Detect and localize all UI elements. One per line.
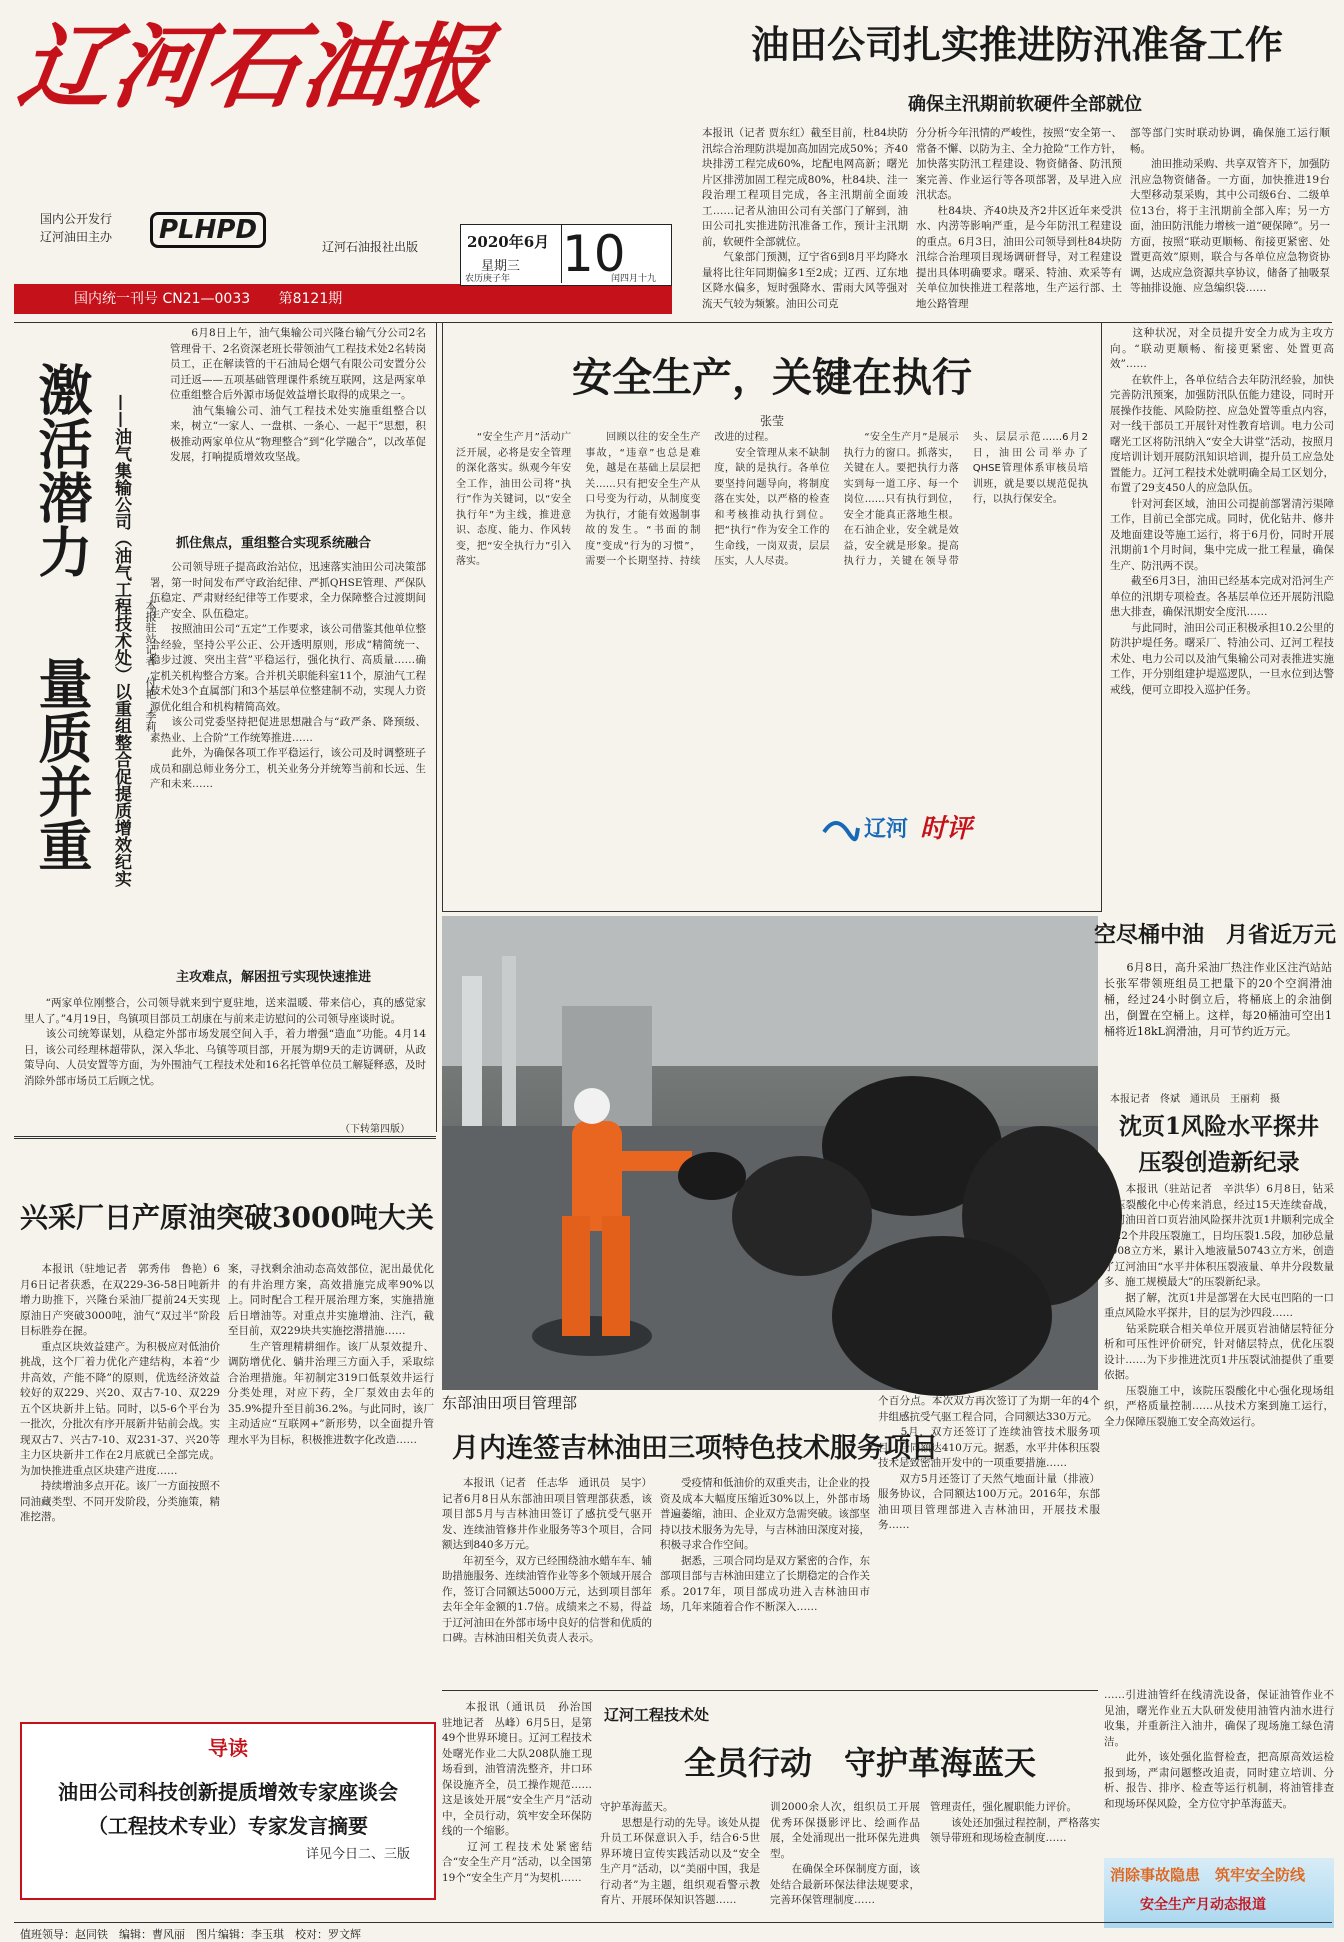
env-column-1: 本报讯（通讯员 孙治国 驻地记者 丛峰）6月5日，是第49个世界环境日。辽河工程技术处曙光作业二大队208队施工现场看到，油管清洗整齐，井口环保设施齐全，员工操作规范……这是该处开展“安全生产月”活动中，全员行动，筑牢安全环保防线的一个缩影。 辽河工程技术处紧密结合“安全生产月”活动，以全国第19个“安全生产月”为契机…… bbox=[442, 1701, 592, 1884]
side-feature-sub-2: 主攻难点，解困扭亏实现快速推进 bbox=[176, 970, 372, 985]
side-feature-deck: ——油气集输公司（油气工程技术处）以重组整合促提质增效纪实 bbox=[111, 394, 131, 887]
masthead bbox=[12, 12, 620, 202]
publisher-logo bbox=[150, 212, 266, 248]
commentary-headline: 安全生产，关键在执行 bbox=[572, 354, 972, 401]
banner-line-2: 安全生产月动态报道 bbox=[1140, 1897, 1266, 1913]
dongbu-column-3: 个百分点。本次双方再次签订了为期一年的4个井组感抗受气驱工程合同，合同额达330万元。 5月，双方还签订了连续油管技术服务项目，合同额达410万元。据悉，水平井体积压裂技术是致密油开发中的一项重要措施…… 双方5月还签订了天然气地面计量（排液）服务协议，合同额达100万元。2016年，东部油田项目管理部进入吉林油田，开展技术服务…… bbox=[878, 1395, 1100, 1531]
side-feature-body-2: “两家单位刚整合，公司领导就来到宁夏驻地，送来温暖、带来信心，真的感觉家里人了。”4月19日，鸟镇项目部员工胡康在与前来走访慰问的公司领导座谈时说。 该公司统筹谋划，从稳定外部市场发展空间入手，着力增强“造血”功能。4月14日，该公司经理林超带队，深入华北、乌镇等项目部，开展为期9天的走访调研，从政策导向、人员安置等方面，为外围油气工程技术处和16名托管单位员工解疑释惑，及时消除外部市场员工后顾之忧。 bbox=[24, 997, 426, 1087]
plhpd-logo: PLHPD bbox=[150, 212, 266, 248]
masthead-info bbox=[40, 210, 112, 246]
brand-text-2: 时评 bbox=[920, 814, 973, 844]
commentary-body: “安全生产月”活动广泛开展，必将是安全管理的深化落实。纵观今年安全工作，油田公司将“执行”作为关键词，以“安全执行年”为主线，推进意识、态度、能力、作风转变，把“安全执行力”引入落实。 回顾以往的安全生产事故，“违章”也总是难免，越是在基础上层层把关……只有把安全生产从口号变为行动，从制度变为执行，才能有效遏制事故的发生。“书面的制度”变成“行为的习惯”，需要一个长期坚持、持续改进的过程。 安全管理从来不缺制度，缺的是执行。各单位要坚持问题导向，将制度落在实处，以严格的检查和考核推动执行到位。把“执行”作为安全工作的生命线，一岗双责，层层压实，人人尽责。 “安全生产月”是展示执行力的窗口。抓落实，关键在人。要把执行力落实到每一道工序、每一个岗位……只有执行到位，安全才能真正落地生根。在石油企业，安全就是效益，安全就是形象。提高执行力，关键在领导带头、层层示范……6月2日，油田公司举办了QHSE管理体系审核员培训班，就是要以规范促执行，以执行保安全。 bbox=[456, 432, 1088, 567]
worker-oil-barrels-illustration bbox=[442, 916, 1098, 1390]
lead-column-2: 分分析今年汛情的严峻性，按照“安全第一、常备不懈、以防为主、全力抢险”工作方针，加快落实防汛工程建设、物资储备、防汛预案完善、作业运行等各项部署，及早进入应汛状态。 杜84块、齐40块及齐2井区近年来受洪水、内涝等影响严重，是今年防汛工程建设的重点。6月3日，油田公司领导到杜84块防汛综合治理项目现场调研督导，对工程建设提出具体明确要求。曙采、特油、欢采等有关单位加快推进工程落地，生产运行部、土地公路管理 bbox=[916, 127, 1122, 310]
dongbu-headline: 月内连签吉林油田三项特色技术服务项目 bbox=[452, 1433, 938, 1464]
commentary-author: 张莹 bbox=[760, 414, 785, 428]
side-feature-byline: 本报驻站记者 付艳 李莉 bbox=[144, 600, 157, 732]
side-feature-title-2: 量质并重 bbox=[30, 656, 94, 872]
guide-box bbox=[20, 1722, 436, 1900]
issued-label: 国内公开发行 bbox=[40, 212, 113, 226]
env-column-4: 管理责任，强化履职能力评价。 该处还加强过程控制，严格落实领导带班和现场检查制度…… bbox=[930, 1801, 1100, 1844]
lead-column-1: 本报讯（记者 贾东红）截至目前，杜84块防汛综合治理防洪堤加高加固完成50%；齐40块排涝工程完成60%，坨配电网高新；曙光片区排涝加固工程完成80%，杜84块、洼一段治理工程项目完成，各主汛期前全面竣工……记者从油田公司有关部门了解到，油田公司扎实推进防汛准备工作，预计主汛期前，软硬件全部就位。 气象部门预测，辽宁省6到8月平均降水量将比往年同期偏多1至2成；辽西、辽东地区降水偏多，短时强降水、雷雨大风等强对流天气较为频繁。油田公司克 bbox=[702, 127, 908, 310]
dongbu-column-2: 受疫情和低油价的双重夹击，让企业的投资及成本大幅度压缩近30%以上，外部市场普遍萎缩，油田、企业双方急需突破。该部坚持以技术服务为先导，与吉林油田深度对接，积极寻求合作空间。 据悉，三项合同均是双方紧密的合作，东部项目部与吉林油田建立了长期稳定的合作关系。2017年，项目部成功进入吉林油田市场，几年来随着合作不断深入…… bbox=[660, 1477, 870, 1613]
side-feature-body: 公司领导班子提高政治站位，迅速落实油田公司决策部署，第一时间发布严守政治纪律、严抓QHSE管理、严保队伍稳定、严肃财经纪律等工作要求，全力保障整合过渡期间生产安全、队伍稳定。 按照油田公司“五定”工作要求，该公司借鉴其他单位整合经验，坚持公平公正、公开透明原则，形成“精简统一、稳步过渡、突出主营”平稳运行，强化执行、高质量……确定机关机构整合方案。合并机关职能科室11个，原油气工程技术处3个直属部门和3个基层单位整建制不动，实现人力资源优化组合和机构精简高效。 该公司党委坚持把促进思想融合与“政严条、降预级、素热业、上合阶”工作统筹推进…… 此外，为确保各项工作平稳运行，该公司及时调整班子成员和副总师业务分工，机关业务分并统筹当前和长远、生产和未来…… bbox=[150, 561, 426, 790]
lead-subheadline: 确保主汛期前软硬件全部就位 bbox=[908, 94, 1142, 115]
commentary-brand bbox=[820, 806, 1020, 850]
footer-credits: 值班领导：赵同铁 编辑：曹风丽 图片编辑：李玉琪 校对：罗文辉 bbox=[20, 1928, 361, 1941]
footer-divider bbox=[14, 1922, 1332, 1923]
env-headline: 全员行动 守护革海蓝天 bbox=[683, 1744, 1036, 1782]
env-column-2: 守护革海蓝天。 思想是行动的先导。该处从提升员工环保意识入手，结合6·5世界环境日宣传实践活动以及“安全生产月”活动，以“美丽中国，我是行动者”为主题，组织观看警示教育片、开展环保知识答题…… bbox=[600, 1801, 760, 1906]
photo-byline: 本报记者 佟斌 通讯员 王丽莉 摄 bbox=[1110, 1094, 1280, 1105]
lunar-year: 农历庚子年 bbox=[465, 274, 511, 284]
side-divider bbox=[436, 322, 437, 1132]
photo-story-headline: 空尽桶中油 月省近万元 bbox=[1093, 922, 1336, 948]
weekday: 星期三 bbox=[481, 259, 521, 274]
env-column-5: ……引进油管纤在线清洗设备，保证油管作业不见油，曙光作业五大队研发使用油管内油水进行收集，并重新注入油井，确保了现场施工绿色清洁。 此外，该处强化监督检查，把高原高效运检报到场，严肃问题整改追责，同时建立培训、分析、报告、排序、检查等运行机制，将油管排查和现场环保风险，全方位守护革海蓝天。 bbox=[1104, 1689, 1334, 1810]
issue-bar bbox=[14, 284, 672, 314]
newspaper-title: 辽河石油报 bbox=[12, 13, 498, 121]
env-kicker: 辽河工程技术处 bbox=[604, 1706, 710, 1724]
guide-label: 导读 bbox=[208, 1736, 248, 1760]
date-day: 10 bbox=[562, 225, 626, 283]
xingcai-column-2: 案，寻找剩余油动态高效部位，泥出最优化的有井治理方案，高效措施完成率90%以上。同时配合工程开展治理方案，实施措施后日增油等。对重点井实施增油、注汽，截至目前，双229块共实施挖潜措施…… 生产管理精耕细作。该厂从泵效提升、调防增优化、躺井治理三方面入手，采取综合治理措施。年初制定319口低泵效井运行分类处理，对应下药，全厂泵效由去年的35.9%提升至目前36.2%。与此同时，该厂主动适应“互联网+”新形势，以全面提升管理水平为目标，积极推进数字化改造…… bbox=[228, 1263, 434, 1446]
xingcai-headline: 兴采厂日产原油突破3000吨大关 bbox=[20, 1201, 434, 1234]
side-feature-title-1: 激活潜力 bbox=[30, 362, 94, 578]
xingcai-column-1: 本报讯（驻地记者 郭秀伟 鲁艳）6月6日记者获悉，在双229-36-58日吨新井增力助推下，兴隆台采油厂提前24天实现原油日产突破3000吨，油气“双过半”阶段目标胜券在握。 重点区块效益建产。为积极应对低油价挑战，这个厂着力优化产建结构，本着“少井高效，产能不降”的原则，优选经济效益较好的双229、兴20、双古7-10、双229五个区块新井上钻。同时，以5-6个平台为一批次，分批次有序开展新井钻前会战。实现双古7、兴古7-10、双231-37、兴20等主力区块新井工作在2月底就已全部完成。为加快推进重点区块建产进度…… 持续增油多点开花。该厂一方面按照不同油藏类型、不同开发阶段，分类施策，精准挖潜。 bbox=[20, 1263, 220, 1523]
xingcai-divider bbox=[14, 1136, 436, 1139]
side-feature-sub-1: 抓住焦点，重组整合实现系统融合 bbox=[176, 536, 372, 551]
banner-line-1: 消除事故隐患 筑牢安全防线 bbox=[1110, 1866, 1306, 1884]
lead-continued-column: 这种状况，对全员提升安全力成为主攻方向。“联动更顺畅、衔接更紧密、处置更高效”…… 在软件上，各单位结合去年防汛经验，加快完善防汛预案，加强防汛队伍能力建设，同时开展操作技能、风险防控、应急处置等重点内容，对一线干部员工开展针对性教育培训。电力公司曙光工区将防汛纳入“安全大讲堂”活动，按照月度培训计划开展防汛知识培训，提升员工应急处置能力。辽河工程技术处就明确全局工区划分，布置了29支450人的应急队伍。 针对河套区域，油田公司提前部署清污渠障工作，目前已全部完成。同时，优化钻井、修井及地面建设等施工运行，将于6月份，同时开展汛期前1个月时间，集中完成一批工程量，确保生产、防汛两不误。 截至6月3日，油田已经基本完成对沿河生产单位的汛期专项检查。各基层单位还开展防汛隐患大排查，确保汛期安全度汛…… 与此同时，油田公司正积极承担10.2公里的防洪护堤任务。曙采厂、特油公司、辽河工程技术处、电力公司以及油气集输公司对表推进实施工作，开分别组建护堤巡逻队，一旦水位到达警戒线，便可立即投入巡护任务。 bbox=[1110, 327, 1334, 696]
date-box bbox=[460, 224, 672, 286]
lead-headline: 油田公司扎实推进防汛准备工作 bbox=[750, 22, 1283, 67]
lunar-date: 闰四月十九 bbox=[611, 274, 657, 284]
shenye-headline-1: 沈页1风险水平探井 bbox=[1118, 1113, 1319, 1140]
news-photo bbox=[442, 916, 1098, 1390]
guide-headline[interactable]: 油田公司科技创新提质增效专家座谈会（工程技术专业）专家发言摘要 bbox=[58, 1780, 398, 1838]
date-year-month: 2020年6月 bbox=[467, 233, 550, 251]
photo-caption: 6月8日，高升采油厂热注作业区注汽站站长张军带领班组员工把量下的20个空润滑油桶，经过24小时倒立后，将桶底上的余油倒出，倒置在空桶上。这样，每20桶油可空出1桶将近18kL润滑油，月可节约近万元。 bbox=[1104, 961, 1332, 1038]
lead-column-3: 部等部门实时联动协调，确保施工运行顺畅。 油田推动采购、共享双管齐下，加强防汛应急物资储备。一方面，加快推进19台大型移动泵采购，其中公司级6台、二级单位13台，将于主汛期前全部入库；另一方面，油田防汛能力增核一道“硬保障”。另一方面，按照“联动更顺畅、衔接更紧密、处置更高效”原则，联合与各单位应急物资协调，达成应急资源共享协议，储备了抽吸泵等抽排设施、应急编织袋…… bbox=[1130, 127, 1330, 294]
sponsor-label: 辽河油田主办 bbox=[40, 230, 113, 244]
side-feature-intro: 6月8日上午，油气集输公司兴隆台输气分公司2名管理骨干、2名资深老班长带领油气工程技术处2名转岗员工，正在解读管的干石油局仑烟气有限公司安置分公司迁返——五项基础管理课件系统互联网，这是两家单位重组整合后外源市场促效益增长取得的成果之一。 油气集输公司、油气工程技术处实施重组整合以来，树立“一家人、一盘棋、一条心、一起干”思想，积极推动两家单位从“物理整合”到“化学融合”，以改革促发展，打响提质增效攻坚战。 bbox=[170, 327, 426, 463]
cn-number: 国内统一刊号 CN21—0033 bbox=[74, 291, 251, 307]
publisher-label: 辽河石油报社出版 bbox=[322, 240, 419, 254]
wave-icon bbox=[820, 806, 860, 846]
shenye-body: 本报讯（驻站记者 辛洪华）6月8日，钻采院压裂酸化中心传来消息，经过15天连续奋战，辽河油田首口页岩油风险探井沈页1井顺利完成全部22个井段压裂施工，日均压裂1.5段，加砂总量2008立方米，累计入地液量50743立方米，创造了辽河油田“水平井体积压裂液量、单井分段数量多、施工规模最大”的压裂新纪录。 据了解，沈页1井是部署在大民屯凹陷的一口重点风险水平探井，目的层为沙四段…… 钻采院联合相关单位开展页岩油储层特征分析和可压性评价研究，针对储层特点，优化压裂设计……为下步推进沈页1井压裂试油提供了重要依据。 压裂施工中，该院压裂酸化中心强化现场组织，严格质量控制……从技术方案到施工运行，全力保障压裂施工安全高效运行。 bbox=[1104, 1183, 1334, 1428]
dongbu-column-1: 本报讯（记者 任志华 通讯员 吴宇）记者6月8日从东部油田项目管理部获悉，该项目部5月与吉林油田签订了感抗受气驱开发、连续油管修井作业服务等3个项目，合同额达到840多万元。 年初至今，双方已经围绕油水蜡车车、辅助措施服务、连续油管作业等多个领域开展合作，签订合同额达5000万元，达到项目部年去年全年金额的1.7倍。成绩来之不易，得益于辽河油田在外部市场中良好的信誉和优质的口碑。吉林油田相关负责人表示。 bbox=[442, 1477, 652, 1644]
shenye-headline-2: 压裂创造新纪录 bbox=[1138, 1149, 1300, 1176]
issue-number: 第8121期 bbox=[278, 291, 343, 307]
dongbu-kicker: 东部油田项目管理部 bbox=[442, 1394, 578, 1412]
env-column-3: 训2000余人次，组织员工开展优秀环保摄影评比、绘画作品展，全处涌现出一批环保先进典型。 在确保全环保制度方面，该处结合最新环保法律法规要求，完善环保管理制度…… bbox=[770, 1801, 920, 1906]
continue-note: （下转第四版） bbox=[340, 1124, 410, 1135]
env-divider bbox=[442, 1690, 1098, 1691]
guide-see-page[interactable]: 详见今日二、三版 bbox=[305, 1847, 410, 1862]
brand-text-1: 辽河 bbox=[864, 816, 909, 842]
safety-month-banner[interactable] bbox=[1104, 1858, 1334, 1928]
